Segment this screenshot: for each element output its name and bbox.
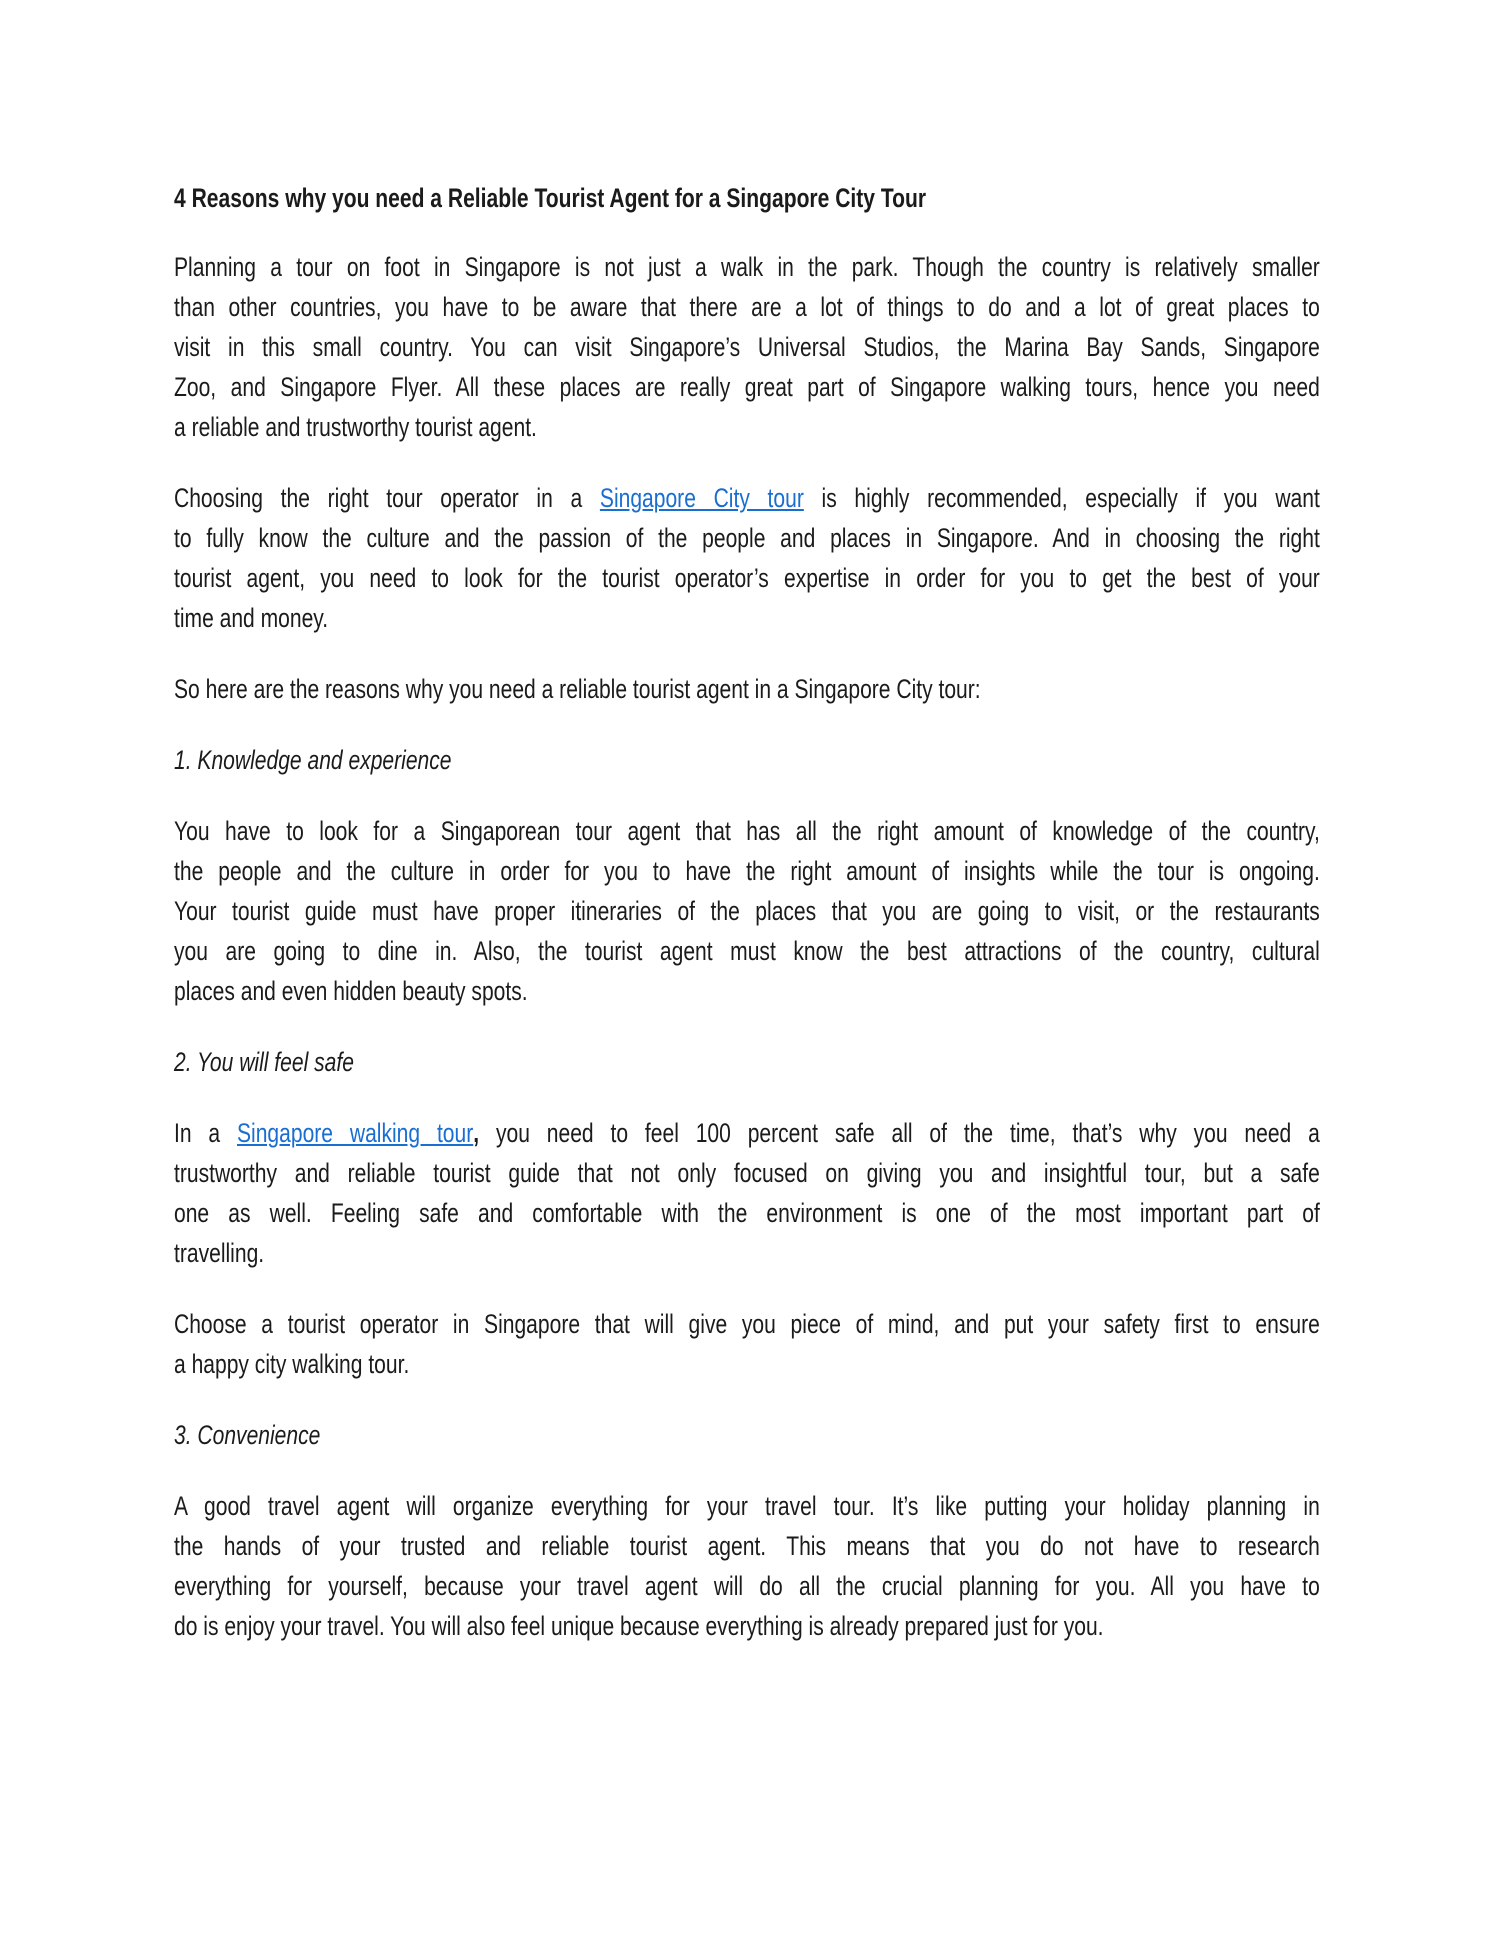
document-title: 4 Reasons why you need a Reliable Tourist Agent for a Singapore City Tour <box>174 183 927 213</box>
paragraph <box>174 247 1500 447</box>
text-line <box>174 1344 1320 1384</box>
text-span: you are going to dine in. Also, the tourist agent must know the best attractions of the country, cultural <box>174 936 1320 966</box>
text-span: you need to feel 100 percent safe all of the time, that’s why you need a <box>479 1118 1320 1148</box>
section-heading: 3. Convenience <box>174 1420 321 1450</box>
text-line <box>174 1233 1320 1273</box>
text-line <box>174 1486 1320 1526</box>
text-line <box>174 558 1320 598</box>
text-line <box>174 1606 1320 1646</box>
text-span: So here are the reasons why you need a reliable tourist agent in a Singapore City tour: <box>174 674 981 704</box>
text-span: Choose a tourist operator in Singapore that will give you piece of mind, and put your safety first to ensure <box>174 1309 1320 1339</box>
text-line <box>174 247 1320 287</box>
text-span: to fully know the culture and the passion of the people and places in Singapore. And in choosing the right <box>174 523 1320 553</box>
text-span: the people and the culture in order for you to have the right amount of insights while the tour is ongoing. <box>174 856 1320 886</box>
text-span: In a <box>174 1118 237 1148</box>
text-span: places and even hidden beauty spots. <box>174 976 528 1006</box>
text-span: tourist agent, you need to look for the tourist operator’s expertise in order for you to get the best of your <box>174 563 1320 593</box>
text-span: Planning a tour on foot in Singapore is not just a walk in the park. Though the country is relatively smaller <box>174 252 1320 282</box>
text-line <box>174 287 1320 327</box>
text-line <box>174 1304 1320 1344</box>
text-line <box>174 327 1320 367</box>
text-span: do is enjoy your travel. You will also feel unique because everything is already prepared just for you. <box>174 1611 1104 1641</box>
text-span: trustworthy and reliable tourist guide that not only focused on giving you and insightful tour, but a safe <box>174 1158 1320 1188</box>
text-span: travelling. <box>174 1238 265 1268</box>
text-span: Your tourist guide must have proper itineraries of the places that you are going to visit, or the restaurants <box>174 896 1320 926</box>
paragraph <box>174 1304 1500 1384</box>
text-line <box>174 811 1320 851</box>
text-line <box>174 971 1320 1011</box>
text-line <box>174 407 1320 447</box>
text-line <box>174 1566 1320 1606</box>
text-span: , <box>473 1118 480 1148</box>
text-span: A good travel agent will organize everything for your travel tour. It’s like putting your holiday planning in <box>174 1491 1320 1521</box>
text-span: a happy city walking tour. <box>174 1349 410 1379</box>
text-span: visit in this small country. You can visit Singapore’s Universal Studios, the Marina Bay Sands, Singapore <box>174 332 1320 362</box>
text-line <box>174 1153 1320 1193</box>
text-span: is highly recommended, especially if you want <box>803 483 1320 513</box>
text-line <box>174 1526 1320 1566</box>
paragraph <box>174 669 1500 709</box>
paragraph <box>174 1486 1500 1646</box>
text-span: the hands of your trusted and reliable tourist agent. This means that you do not have to research <box>174 1531 1320 1561</box>
text-line <box>174 367 1320 407</box>
text-span: than other countries, you have to be aware that there are a lot of things to do and a lot of great places to <box>174 292 1320 322</box>
paragraph <box>174 1113 1500 1273</box>
text-span: everything for yourself, because your travel agent will do all the crucial planning for you. All you have to <box>174 1571 1320 1601</box>
text-line <box>174 931 1320 971</box>
paragraph <box>174 811 1500 1011</box>
document-body <box>174 247 1500 1646</box>
text-line <box>174 851 1320 891</box>
text-span: You have to look for a Singaporean tour agent that has all the right amount of knowledge of the country, <box>174 816 1320 846</box>
text-line <box>174 891 1320 931</box>
text-span: one as well. Feeling safe and comfortable with the environment is one of the most important part of <box>174 1198 1320 1228</box>
section-heading: 2. You will feel safe <box>174 1047 354 1077</box>
hyperlink-singapore-city-tour[interactable]: Singapore City tour <box>599 483 804 513</box>
section-heading: 1. Knowledge and experience <box>174 745 452 775</box>
text-line <box>174 1193 1320 1233</box>
text-span: a reliable and trustworthy tourist agent. <box>174 412 537 442</box>
text-line <box>174 1113 1320 1153</box>
text-line <box>174 518 1320 558</box>
text-line <box>174 598 1320 638</box>
text-span: time and money. <box>174 603 329 633</box>
text-line <box>174 669 1320 709</box>
text-span: Zoo, and Singapore Flyer. All these places are really great part of Singapore walking tours, hence you need <box>174 372 1320 402</box>
text-line <box>174 478 1320 518</box>
paragraph <box>174 478 1500 638</box>
hyperlink-singapore-walking-tour[interactable]: Singapore walking tour <box>236 1118 474 1148</box>
text-span: Choosing the right tour operator in a <box>174 483 600 513</box>
